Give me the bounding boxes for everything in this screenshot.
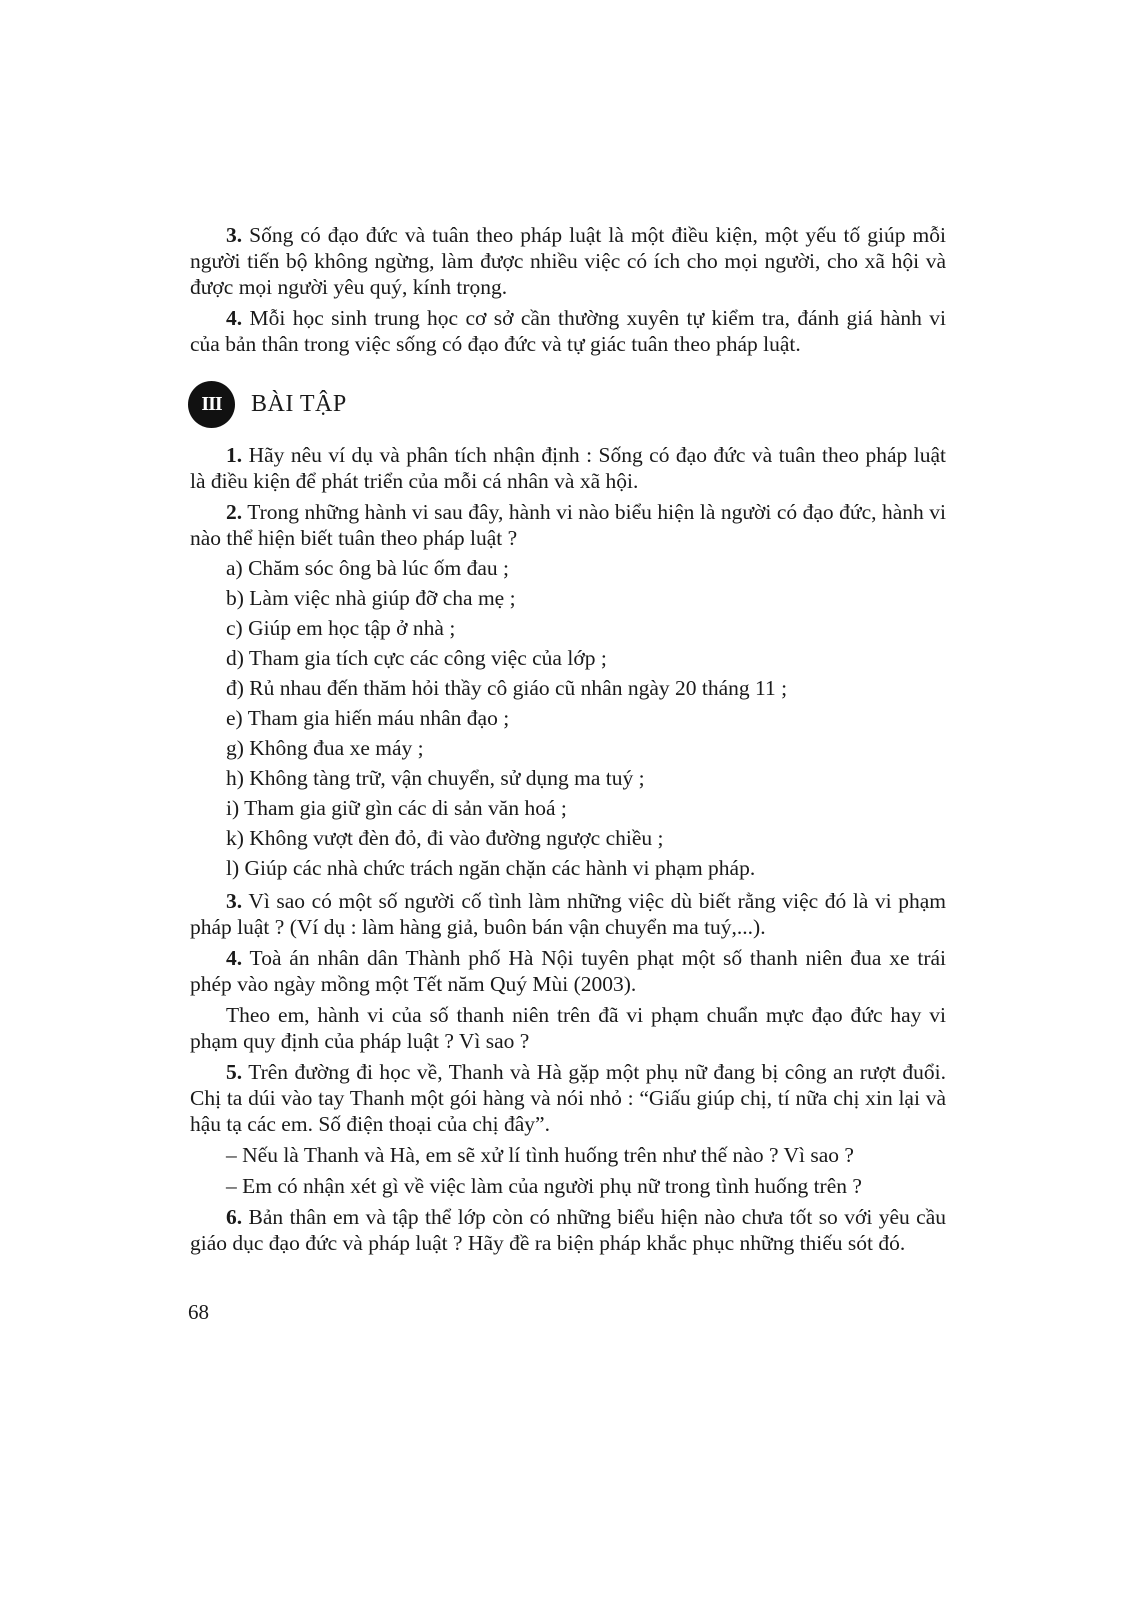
exercise-2-options bbox=[190, 553, 946, 883]
exercise-6: 6. Bản thân em và tập thể lớp còn có những biểu hiện nào chưa tốt so với yêu cầu giáo dục đạo đức và pháp luật ? Hãy đề ra biện pháp khắc phục những thiếu sót đó. bbox=[190, 1205, 946, 1255]
list-item: a) Chăm sóc ông bà lúc ốm đau ; bbox=[226, 556, 510, 580]
section-title: BÀI TẬP bbox=[251, 391, 347, 417]
intro-item-4: 4. Mỗi học sinh trung học cơ sở cần thường xuyên tự kiểm tra, đánh giá hành vi của bản thân trong việc sống có đạo đức và tự giác tuân theo pháp luật. bbox=[190, 306, 946, 356]
list-item: b) Làm việc nhà giúp đỡ cha mẹ ; bbox=[226, 586, 516, 610]
list-item: c) Giúp em học tập ở nhà ; bbox=[226, 616, 456, 640]
exercise-4-followup: Theo em, hành vi của số thanh niên trên đã vi phạm chuẩn mực đạo đức hay vi phạm quy định của pháp luật ? Vì sao ? bbox=[190, 1003, 946, 1053]
exercise-5-question-2: – Em có nhận xét gì về việc làm của người phụ nữ trong tình huống trên ? bbox=[226, 1174, 862, 1198]
exercise-5: 5. Trên đường đi học về, Thanh và Hà gặp một phụ nữ đang bị công an rượt đuổi. Chị ta dúi vào tay Thanh một gói hàng và nói nhỏ : “Giấu giúp chị, tí nữa chị xin lại và hậu tạ các em. Số điện thoại của chị đây”. bbox=[190, 1060, 946, 1136]
list-item: i) Tham gia giữ gìn các di sản văn hoá ; bbox=[226, 796, 567, 820]
exercise-5-question-1: – Nếu là Thanh và Hà, em sẽ xử lí tình huống trên như thế nào ? Vì sao ? bbox=[226, 1143, 854, 1167]
exercise-4: 4. Toà án nhân dân Thành phố Hà Nội tuyên phạt một số thanh niên đua xe trái phép vào ngày mồng một Tết năm Quý Mùi (2003). bbox=[190, 946, 946, 996]
list-item: l) Giúp các nhà chức trách ngăn chặn các hành vi phạm pháp. bbox=[226, 856, 756, 880]
section-number-badge: III bbox=[188, 381, 235, 428]
list-item: k) Không vượt đèn đỏ, đi vào đường ngược chiều ; bbox=[226, 826, 664, 850]
exercise-1: 1. Hãy nêu ví dụ và phân tích nhận định : Sống có đạo đức và tuân theo pháp luật là điều kiện để phát triển của mỗi cá nhân và xã hội. bbox=[190, 443, 946, 493]
list-item: h) Không tàng trữ, vận chuyển, sử dụng ma tuý ; bbox=[226, 766, 645, 790]
intro-item-3: 3. Sống có đạo đức và tuân theo pháp luật là một điều kiện, một yếu tố giúp mỗi người tiến bộ không ngừng, làm được nhiều việc có ích cho mọi người, cho xã hội và được mọi người yêu quý, kính trọng. bbox=[190, 223, 946, 299]
exercise-3: 3. Vì sao có một số người cố tình làm những việc dù biết rằng việc đó là vi phạm pháp luật ? (Ví dụ : làm hàng giả, buôn bán vận chuyển ma tuý,...). bbox=[190, 889, 946, 939]
exercise-2: 2. Trong những hành vi sau đây, hành vi nào biểu hiện là người có đạo đức, hành vi nào thể hiện biết tuân theo pháp luật ? bbox=[190, 500, 946, 550]
list-item: e) Tham gia hiến máu nhân đạo ; bbox=[226, 706, 510, 730]
list-item: d) Tham gia tích cực các công việc của lớp ; bbox=[226, 646, 607, 670]
section-heading bbox=[188, 381, 946, 428]
list-item: g) Không đua xe máy ; bbox=[226, 736, 424, 760]
list-item: đ) Rủ nhau đến thăm hỏi thầy cô giáo cũ nhân ngày 20 tháng 11 ; bbox=[226, 676, 788, 700]
page-content bbox=[190, 222, 946, 1256]
page-number: 68 bbox=[188, 1300, 209, 1324]
